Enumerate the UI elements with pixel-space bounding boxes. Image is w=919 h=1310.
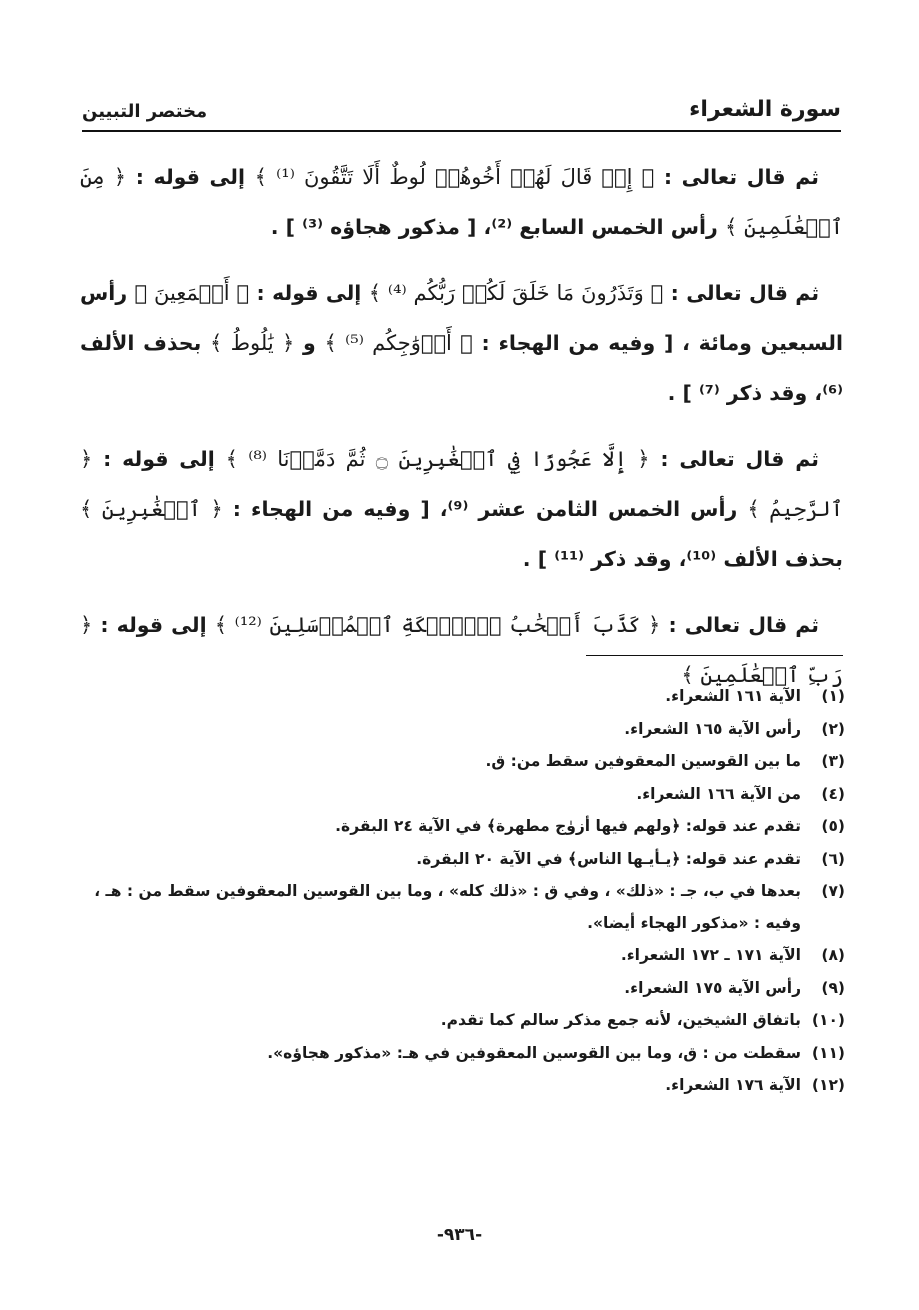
commentary-text: رأس الخمس الثامن عشر ⁽⁹⁾، [ وفيه من الهجاء : [222, 497, 738, 521]
footnote-text: سقطت من : ق، وما بين القوسين المعقوفين في هـ: «مذكور هجاؤه». [267, 1043, 801, 1062]
quran-verse: ﴿ مِنَ ٱلۡعَٰلَمِينَ ﴾ [80, 165, 843, 239]
paragraph-2 [80, 268, 843, 418]
footnote [80, 1037, 845, 1070]
footnote [80, 713, 845, 746]
footnote [80, 680, 845, 713]
connector-text: إلى قوله : [249, 281, 362, 305]
intro-text: ثم قال تعالى : [663, 281, 820, 305]
footnote-number: (٦) [821, 849, 845, 868]
footnote-number: (٢) [821, 719, 845, 738]
quran-word: ﴿ ٱلۡغَٰبِرِينَ ﴾ [80, 497, 223, 521]
footnote-number: (٤) [821, 784, 845, 803]
footnote [80, 810, 845, 843]
intro-text: ثم قال تعالى : [649, 447, 819, 471]
conjunction-text: و [303, 331, 316, 355]
book-title: مختصر التبيين [82, 101, 208, 122]
footnote-text: الآية ١٦١ الشعراء. [665, 687, 801, 705]
quran-verse: ﴿ كَذَّبَ أَصۡحَٰبُ لَۡٔيۡكَةِ ٱلۡمُرۡسَلِينَ ⁽¹²⁾ ﴾ [214, 613, 661, 637]
commentary-text: بحذف الألف ⁽¹⁰⁾، وقد ذكر ⁽¹¹⁾ ] . [522, 547, 843, 571]
commentary-text: بحذف الألف ⁽⁶⁾، وقد ذكر ⁽⁷⁾ ] . [80, 331, 843, 405]
footnote [80, 939, 845, 972]
footnote [80, 972, 845, 1005]
footnote [80, 778, 845, 811]
footnote-text: تقدم عند قوله: ﴿يـأيـها الناس﴾ في الآية ٢٠ البقرة. [416, 849, 801, 868]
footnote-number: (٨) [821, 946, 845, 964]
footnote-number: (١) [821, 687, 845, 705]
footnote-number: (١٢) [811, 1076, 845, 1094]
footnote-number: (٣) [821, 752, 845, 770]
header-rule [82, 130, 841, 132]
page-number: -٩٣٦- [436, 1225, 483, 1245]
quran-verse: ﴿ أَجۡمَعِينَ ﴾ [134, 281, 250, 305]
footnote [80, 875, 845, 939]
intro-text: ثم قال تعالى : [660, 613, 819, 637]
footnote-text: الآية ١٧٦ الشعراء. [665, 1076, 801, 1094]
quran-word: ﴿ يَٰلُوطُ ﴾ [210, 331, 295, 355]
footnote-text: رأس الآية ١٧٥ الشعراء. [624, 978, 801, 997]
quran-verse: ﴿ إِذۡ قَالَ لَهُمۡ أَخُوهُمۡ لُوطٌ أَلَا تَتَّقُونَ ⁽¹⁾ ﴾ [254, 165, 655, 189]
quran-verse: ﴿ ٱلرَّحِيمُ ﴾ [80, 447, 844, 521]
main-text [80, 152, 843, 700]
intro-text: ثم قال تعالى : [654, 165, 819, 189]
footnote [80, 1004, 845, 1037]
paragraph-3 [80, 434, 843, 584]
connector-text: إلى قوله : [92, 447, 215, 471]
footnote-rule [586, 655, 843, 656]
footnote [80, 745, 845, 778]
quran-verse: ﴿ رَبِّ ٱلۡعَٰلَمِينَ ﴾ [80, 613, 843, 687]
footnote-text: الآية ١٧١ ـ ١٧٢ الشعراء. [620, 946, 801, 964]
footnotes [80, 680, 845, 1102]
footnote-number: (١١) [811, 1043, 845, 1062]
footnote-number: (٧) [821, 882, 845, 900]
footnote-text: بعدها في ب، جـ : «ذلك» ، وفي ق : «ذلك كله» ، وما بين القوسين المعقوفين سقط من : هـ ، وفيه : «مذكور الهجاء أيضا». [94, 882, 801, 932]
connector-text: إلى قوله : [92, 613, 207, 637]
footnote [80, 843, 845, 876]
footnote-text: ما بين القوسين المعقوفين سقط من: ق. [485, 752, 801, 770]
connector-text: إلى قوله : [126, 165, 246, 189]
commentary-text: رأس الخمس السابع ⁽²⁾، [ مذكور هجاؤه ⁽³⁾ ] . [270, 215, 718, 239]
quran-verse: ﴿ إِلَّا عَجُوزًا فِي ٱلۡغَٰبِرِينَ ۝ ثُمَّ دَمَّرۡنَا ⁽⁸⁾ ﴾ [225, 447, 650, 471]
footnote-text: رأس الآية ١٦٥ الشعراء. [624, 719, 801, 738]
footnote-number: (٥) [821, 817, 845, 835]
footnote-text: باتفاق الشيخين، لأنه جمع مذكر سالم كما تقدم. [440, 1011, 801, 1029]
footnote-number: (٩) [821, 978, 845, 997]
commentary-text: رأس السبعين ومائة ، [ وفيه من الهجاء : [80, 281, 843, 355]
surah-title: سورة الشعراء [689, 97, 841, 122]
footnote-text: من الآية ١٦٦ الشعراء. [636, 784, 801, 803]
quran-verse: ﴿ وَتَذَرُونَ مَا خَلَقَ لَكُمۡ رَبُّكُم ⁽⁴⁾ ﴾ [368, 281, 664, 305]
footnote-number: (١٠) [811, 1011, 845, 1029]
quran-word: ﴿ أَزۡوَٰجِكُم ⁽⁵⁾ ﴾ [324, 331, 473, 355]
footnote-text: تقدم عند قوله: ﴿ولهم فيها أزوٰج مطهرة﴾ في الآية ٢٤ البقرة. [335, 817, 801, 835]
running-header [82, 90, 841, 122]
paragraph-1 [80, 152, 843, 252]
footnote [80, 1069, 845, 1102]
